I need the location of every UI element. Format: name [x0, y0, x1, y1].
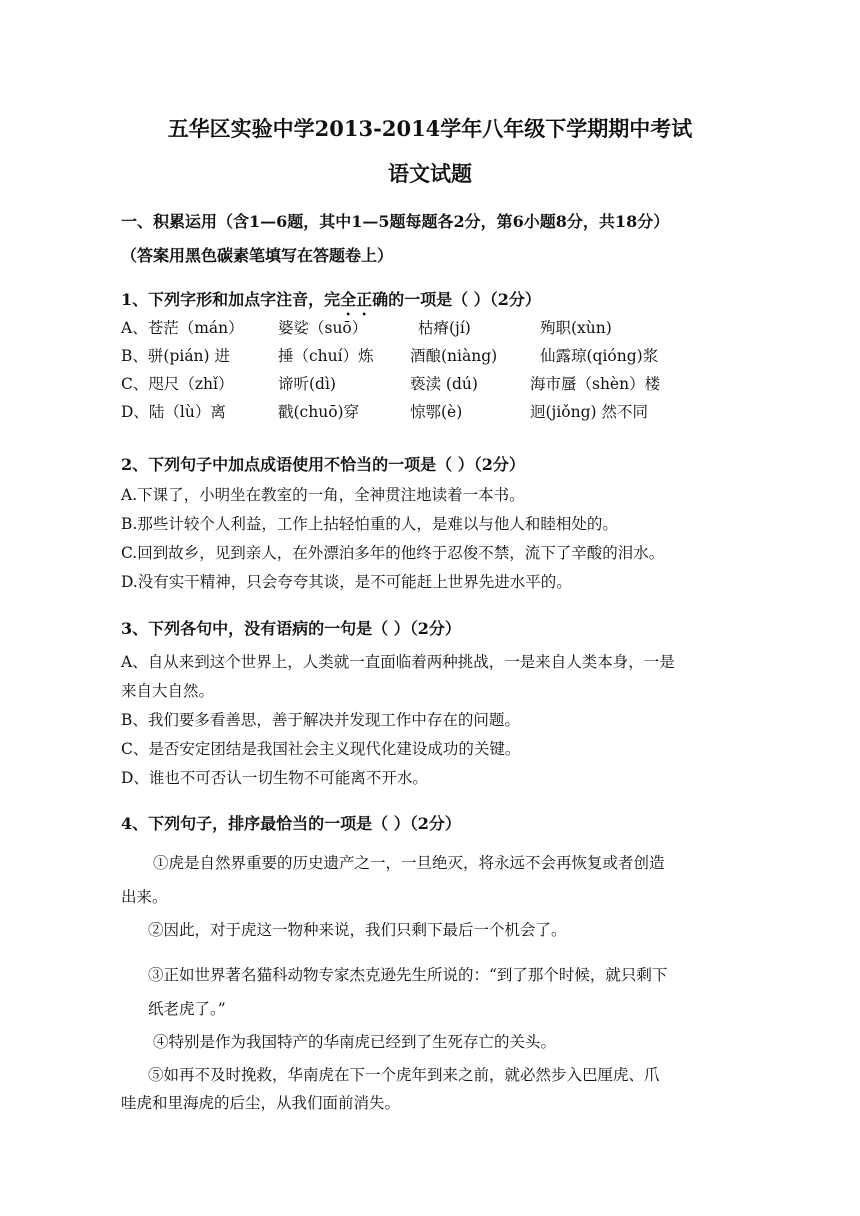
section-heading: 一、积累运用（含1—6题，其中1—5题每题各2分，第6小题8分，共18分）: [121, 212, 670, 231]
page-subtitle: 语文试题: [388, 161, 472, 186]
option-cell: 戳(chuō)穿: [278, 403, 360, 421]
question-3-option-a: A、自从来到这个世界上，人类就一直面临着两种挑战，一是来自人类本身，一是: [121, 653, 675, 671]
option-cell: 殉职(xùn): [540, 319, 612, 337]
option-cell: 迥(jiǒng) 然不同: [530, 403, 649, 421]
question-4-sentence-1: ①虎是自然界重要的历史遗产之一，一旦绝灭，将永远不会再恢复或者创造: [153, 854, 665, 872]
option-cell: D、陆（lù）离: [121, 403, 226, 421]
option-cell: B、骈(pián) 进: [121, 347, 231, 365]
question-1-row-a: [0, 316, 860, 340]
question-4-sentence-3-cont: 纸老虎了。”: [148, 1000, 226, 1018]
section-note: （答案用黑色碳素笔填写在答题卷上）: [121, 246, 394, 265]
question-1-stem: 1、下列字形和加点字注音，完全正确的一项是（ ）（2分）: [121, 290, 541, 309]
option-cell: A、苍茫（mán）: [121, 319, 244, 337]
question-4-sentence-1-cont: 出来。: [121, 888, 168, 906]
page-title: 五华区实验中学2013-2014学年八年级下学期期中考试: [167, 116, 693, 141]
question-4-sentence-2: ②因此，对于虎这一物种来说，我们只剩下最后一个机会了。: [148, 921, 567, 939]
option-cell: 捶（chuí）炼: [278, 347, 374, 365]
question-4-sentence-5: ⑤如再不及时挽救，华南虎在下一个虎年到来之前，就必然步入巴厘虎、爪: [148, 1066, 660, 1084]
question-1-row-c: [0, 372, 860, 396]
option-cell: 海市蜃（shèn）楼: [530, 375, 661, 393]
question-4-sentence-4: ④特别是作为我国特产的华南虎已经到了生死存亡的关头。: [153, 1033, 557, 1051]
question-3-option-b: B、我们要多看善思，善于解决并发现工作中存在的问题。: [121, 711, 520, 729]
question-3-option-a-cont: 来自大自然。: [121, 682, 215, 700]
question-2-option-c: C.回到故乡，见到亲人，在外漂泊多年的他终于忍俊不禁，流下了辛酸的泪水。: [121, 544, 665, 562]
question-1-row-d: [0, 400, 860, 424]
option-cell: 惊鄂(è): [410, 403, 463, 421]
question-3-option-d: D、谁也不可否认一切生物不可能离不开水。: [121, 769, 428, 787]
question-4-sentence-5-cont: 哇虎和里海虎的后尘，从我们面前消失。: [121, 1094, 401, 1112]
question-2-option-a: A.下课了，小明坐在教室的一角，全神贯注地读着一本书。: [121, 486, 525, 504]
option-cell: C、咫尺（zhǐ）: [121, 375, 234, 393]
question-4-sentence-3: ③正如世界著名猫科动物专家杰克逊先生所说的：“到了那个时候，就只剩下: [148, 966, 668, 984]
option-cell: 仙露琼(qióng)浆: [540, 347, 659, 365]
question-2-option-b: B.那些计较个人利益，工作上拈轻怕重的人，是难以与他人和睦相处的。: [121, 515, 618, 533]
option-cell: 亵渎 (dú): [410, 375, 478, 393]
question-2-option-d: D.没有实干精神，只会夸夸其谈，是不可能赶上世界先进水平的。: [121, 573, 572, 591]
option-cell: 婆娑（suō）: [278, 319, 368, 337]
option-cell: 谛听(dì): [278, 375, 336, 393]
question-3-stem: 3、下列各句中，没有语病的一句是（ ）（2分）: [121, 619, 461, 638]
question-1-row-b: [0, 344, 860, 368]
option-cell: 枯瘠(jí): [418, 319, 471, 337]
question-2-stem: 2、下列句子中加点成语使用不恰当的一项是（ ）（2分）: [121, 455, 525, 474]
question-4-stem: 4、下列句子，排序最恰当的一项是（ ）（2分）: [121, 814, 461, 833]
option-cell: 酒酿(niàng): [410, 347, 498, 365]
question-3-option-c: C、是否安定团结是我国社会主义现代化建设成功的关键。: [121, 740, 521, 758]
